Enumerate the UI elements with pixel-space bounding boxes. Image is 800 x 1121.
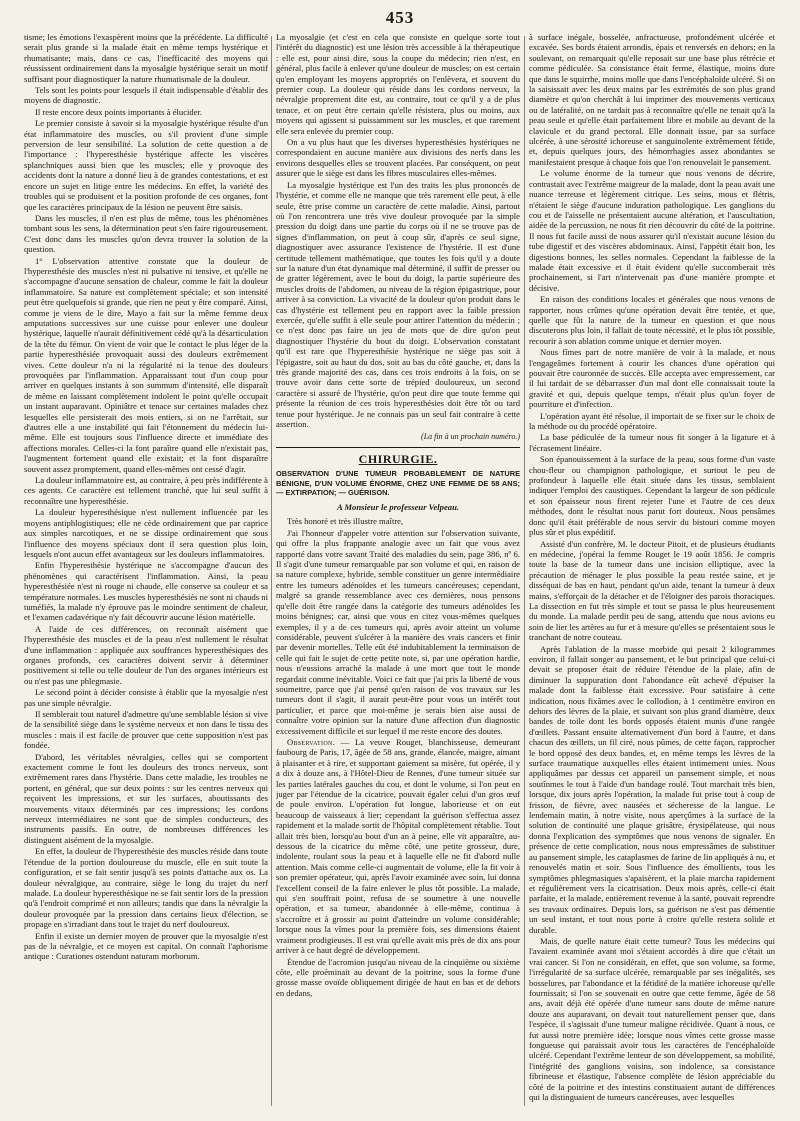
- column-right: [529, 32, 775, 1112]
- observation-lead: Observation.: [287, 736, 336, 747]
- page-number: 453: [385, 8, 415, 27]
- paragraph: J'ai l'honneur d'appeler votre attention sur l'observation suivante, qui offre la plus frappante analogie avec un fait que vous avez rapporté dans votre savant Traité des maladies du sein, page 386, nº 6. Il s'agit d'une tumeur remarquable par son volume et qui, en raison de sa nature complexe, hybride, semble constituer un genre intermédiaire entre les tumeurs adénoïdes et les tumeurs cancéreuses; cependant, malgré sa grande ressemblance avec ces dernières, nous pensons qu'elle doit être rangée dans la catégorie des tumeurs adénoïdes les moins bénignes; car, ainsi que vous en citez vous-mêmes quelques exemples, il y a de ces tumeurs qui, après avoir atteint un volume considérable, peuvent s'ulcérer à la manière des vrais cancers et finir par devenir mortelles. Telle eût été indubitablement la terminaison de celle qui fait le sujet de cette petite note, si, par une opération hardie, nous n'eussions arraché la malade à une mort que tout le monde regardait comme inévitable. Voici ce fait que j'ai pris la liberté de vous soumettre, parce que j'ai pensé qu'en raison de vos travaux sur les tumeurs dont il s'agit, il aurait peut-être pour vous un intérêt tout particulier, et parce que moi-même je serais bien aise aussi de connaître votre opinion sur la nature d'une affection d'un diagnostic excessivement difficile et sur lequel il me reste encore des doutes.: [276, 527, 520, 736]
- paragraph: A l'aide de ces différences, on reconnaît aisément que l'hyperesthésie des muscles et de la peau n'est nullement le résultat d'une inflammation : appliquée aux souffrances hyperesthésiques des organes profonds, ces caractères doivent servir à déterminer positivement si telle ou telle douleur de l'un des organes intérieurs est ou n'est pas une phlegmasie.: [24, 623, 268, 686]
- article-title: OBSERVATION D'UNE TUMEUR PROBABLEMENT DE NATURE BÉNIGNE, D'UN VOLUME ÉNORME, CHEZ UNE FEMME DE 58 ANS; — EXTIRPATION; — GUÉRISON.: [276, 469, 520, 498]
- paragraph: En effet, la douleur de l'hyperesthésie des muscles réside dans toute l'étendue de la portion douloureuse du muscle, elle en suit toute la configuration, et se fait sentir jusqu'à ses points d'attache aux os. La douleur névralgique, au contraire, siège le long du trajet du nerf malade. La douleur hyperesthésique ne se fait sentir lors de la pression qu'à l'endroit comprimé et non ailleurs; tandis que dans la névralgie la douleur provoquée par la pression dans certains lieux d'élection, se propage en s'irradiant dans tout le trajet du nerf douloureux.: [24, 846, 268, 930]
- paragraph: La myosalgie (et c'est en cela que consiste en quelque sorte tout l'intérêt du diagnostic) est une lésion très accessible à la thérapeutique : elle est, pour ainsi dire, sous la coupe du médecin; rien n'est, en général, plus facile à enlever qu'une douleur de muscles; on est certain qu'en employant les moyens appropriés on l'enlèvera, et souvent du premier coup. La douleur qui réside dans les cordons nerveux, la névralgie proprement dite est, au contraire, tout ce qu'il y a de plus tenace, et on peut être certain qu'elle résistera, plus ou moins, aux moyens qui agissent si puissamment sur les muscles, et que rarement elle sera enlevée du premier coup.: [276, 32, 520, 136]
- paragraph: La douleur hyperesthésique n'est nullement influencée par les moyens antiphlogistiques; elle ne cède ordinairement que par caprice aux simples narcotiques, et ne se dissipe ordinairement que sous l'influence des moyens spéciaux dont il sera question plus loin, lesquels n'ont aucun effet avantageux sur les douleurs inflammatoires.: [24, 507, 268, 559]
- addressee: A Monsieur le professeur Velpeau.: [337, 502, 459, 513]
- paragraph: Enfin il existe un dernier moyen de prouver que la myosalgie n'est pas de la névralgie, et ce moyen est capital. On connaît l'aphorisme antique : Curationes ostendunt naturam morborum.: [24, 930, 268, 962]
- paragraph: On a vu plus haut que les diverses hyperesthésies hystériques ne correspondaient en aucune manière aux divisions des nerfs dans les environs desquelles elles se trouvent placées. Par conséquent, on peut assurer que le siège est dans les fibres musculaires elles-mêmes.: [276, 137, 520, 179]
- salutation: Très honoré et très illustre maître,: [287, 516, 404, 527]
- paragraph: La myosalgie hystérique est l'un des traits les plus prononcés de l'hystérie, et comme elle ne manque que très rarement elle peut, à elle seule, être prise comme un caractère de cette maladie. Ainsi, partout où l'on rencontrera une très vive douleur provoquée par la simple pression du doigt dans une partie du corps où il ne se trouve pas de signes d'inflammation, on peut à coup sûr, d'après ce seul signe, diagnostiquer avec assurance l'existence de l'hystérie. Il est d'une certitude tellement mathématique, que toutes les fois qu'il y a doute sur la nature d'un état dynamique mal déterminé, il suffit de presser ou de gratter légèrement, avec le bout du doigt, la partie supérieure des muscles droits de l'abdomen, au niveau de la région épigastrique, pour arriver à sa conviction. La vivacité de la douleur qu'on produit dans le cas d'hystérie est tellement peu en rapport avec la faible pression exercée, qu'elle suffit à elle seule pour attirer l'attention du médecin ; ce n'est donc pas faire un jeu de mots que de dire qu'on peut diagnostiquer l'hystérie du bout du doigt. L'observation constatant qu'il est rare que l'hyperesthésie hystérique ne siège pas soit à l'épigastre, soit au haut du dos, soit au bas du côté gauche, et, dans la très grande majorité des cas, dans ces trois endroits à la fois, on se trouve avoir dans cette sorte de trépied douloureux, un second caractère si assuré de l'hystérie, qu'on peut dire que toute femme qui présente la réunion de ces trois hyperesthésies doit être tôt ou tard tenue pour hystérique. Je ne connais pas un seul fait contraire à cette assertion.: [276, 179, 520, 430]
- paragraph: Le premier consiste à savoir si la myosalgie hystérique résulte d'un état inflammatoire des muscles, ou s'il provient d'une simple perversion de leur sensibilité. La solution de cette question a de l'importance : l'hyperesthésie hystérique affecte les viscères splanchniques aussi bien que les muscles; elle y provoque des accidents dont la nature a donné lieu à de grandes contestations, et est encore un sujet en litige entre les médecins. En effet, la variété des troubles qui se produisent et la position profonde de ces organes, font que les caractères principaux de la lésion ne peuvent être saisis.: [24, 118, 268, 212]
- paragraph: L'opération ayant été résolue, il importait de se fixer sur le choix de la méthode ou du procédé opératoire.: [529, 410, 775, 432]
- paragraph: Étendue de l'acromion jusqu'au niveau de la cinquième ou sixième côte, elle proéminait au devant de la poitrine, sous la forme d'une grosse masse ovoïde obliquement dirigée de haut en bas et de dehors en dedans,: [276, 956, 520, 998]
- paragraph: Assisté d'un confrère, M. le docteur Pitoit, et de plusieurs étudiants en médecine, j'opérai la femme Rouget le 19 août 1856. Je compris toute la base de la tumeur dans une incision elliptique, avec la précaution de ménager le plus possible la peau restée saine, et je disséquai de bas en haut, pendant qu'un aide, tenant la tumeur à deux mains, s'efforçait de la détacher et de l'éloigner des parois thoraciques. La dissection en fut très simple et tout se passa le plus heureusement du monde. La malade perdit peu de sang, attendu que nous avions eu soin de lier les artères au fur et à mesure qu'elles se présentaient sous le tranchant de notre couteau.: [529, 538, 775, 643]
- observation-text: — La veuve Rouget, blanchisseuse, demeurant faubourg de Paris, 17, âgée de 58 ans, grande, élancée, maigre, aimant à plaisanter et à rire, et supportant gaiement sa misère, fut opérée, il y a dix à douze ans, à l'Hôtel-Dieu de Rennes, d'une tumeur située sur les parties latérales gauches du cou, et dont le volume, si l'on peut en juger par l'étendue de la cicatrice, pouvait égaler celui d'un gros œuf de poule environ. L'opération fut longue, laborieuse et on eut beaucoup de vaisseaux à lier; cependant la guérison s'effectua assez rapidement et la malade sortit de l'hôpital complètement rétablie. Tout allait très bien, lorsqu'au bout d'un an à peine, elle vit apparaître, au-dessous de la cicatrice du même côté, une petite grosseur, dure, indolente, roulant sous la peau et à laquelle elle ne fit d'abord nulle attention. Mais comme celle-ci augmentait de volume, elle la fit voir à son premier opérateur, qui, après l'avoir examinée avec soin, lui donna l'excellent conseil de la faire enlever le plus tôt possible. La malade, qui s'en souffrait point, refusa de se soumettre à une nouvelle opération, et sa tumeur, abandonnée à elle-même, continua à s'accroître et à grossir au point d'atteindre un volume considérable; lorsque nous la vîmes pour la première fois, ses dimensions étaient vraiment prodigieuses. Il est vrai qu'elle avait mis près de dix ans pour arriver à ce haut degré de développement.: [276, 736, 520, 956]
- continuation-note: (La fin à un prochain numéro.): [421, 432, 520, 442]
- paragraph: 1° L'observation attentive constate que la douleur de l'hyperesthésie des muscles n'est ni pulsative ni tensive, et qu'elle ne s'accompagne d'aucune sensation de chaleur, comme le fait la douleur inflammatoire. Sa nature est complètement spéciale; et son intensité peut être quelquefois si grande, que rien ne peut y être comparé. Ainsi, comme je viens de le dire, Mayo a fait sur la même femme deux amputations successives sur une cuisse pour enlever une douleur hystérique, laquelle n'aurait définitivement cédé qu'à la désarticulation de la tête du fémur. On vient de voir que le contact le plus léger de la partie hyperesthésiée provoquait aussi des douleurs extrêmement vives. Cette douleur n'a ni la régularité ni la tenue des douleurs provoquées par l'inflammation. Apparaissant tout d'un coup pour arriver en quelques instants à son summum d'intensité, elle disparaît de même en laissant complètement indolent le point qu'elle occupait un instant auparavant. Opiniâtre et tenace sur certaines malades chez lesquelles elle persisterait des mois entiers, si on ne l'arrêtait, sur d'autres elle a une instabilité qui fait l'étonnement du médecin lui-même. Elle est toujours sous l'influence directe et immédiate des affections morales. Celles-ci la font paraître quand elle n'existait pas, l'augmentent fortement quand elle existait; et la font disparaître souvent assez promptement, quand elles-mêmes ont cessé d'agir.: [24, 255, 268, 474]
- paragraph: Tels sont les points pour lesquels il était indispensable d'établir des moyens de diagnostic.: [24, 85, 268, 106]
- section-rule: [276, 447, 520, 448]
- paragraph: Son épanouissement à la surface de la peau, sous forme d'un vaste chou-fleur ou champignon pathologique, et surtout le peu de profondeur à laquelle elle était située dans les tissus, semblaient indiquer l'emploi des caustiques. Cependant la largeur de son pédicule et son épaisseur nous firent rejeter l'une et l'autre de ces deux méthodes, dont le résultat nous parut fort douteux. Nous pensâmes donc qu'il était préférable de nous servir du bistouri comme moyen plus sûr et plus expéditif.: [529, 454, 775, 538]
- column-left: [24, 32, 268, 1112]
- paragraph: Le second point à décider consiste à établir que la myosalgie n'est pas une simple névralgie.: [24, 687, 268, 708]
- paragraph: Le volume énorme de la tumeur que nous venons de décrire, contrastait avec l'extrême maigreur de la malade, dont la peau avait une nuance terreuse et légèrement citrique. Les seins, mous et flétris, n'étaient le siège d'aucune induration pathologique. Les ganglions du cou et de l'aisselle ne présentaient aucune altération, et l'auscultation, aidée de la percussion, ne nous fit rien découvrir du côté de la poitrine. Il nous fut facile aussi de nous assurer qu'il n'existait aucune lésion du tube digestif et des viscères abdominaux. Ainsi, l'appétit était bon, les digestions bonnes, les selles normales. Cependant la faiblesse de la malade était excessive et il était évident qu'elle succomberait très prochainement, si l'art n'intervenait pas d'une manière prompte et décisive.: [529, 168, 775, 293]
- paragraph: [276, 737, 520, 956]
- section-title: CHIRURGIE.: [358, 451, 438, 466]
- column-divider-left: [271, 36, 272, 1106]
- paragraph: tisme; les émotions l'exaspèrent moins que la précédente. La difficulté serait plus grande si la malade était en même temps hystérique et rhumatisante; mais, dans ce cas, l'inefficacité des moyens qui réussissent ordinairement dans la myosalgie hystérique serait un motif suffisant pour diagnostiquer la nature rhumatismale de la douleur.: [24, 32, 268, 84]
- paragraph: à surface inégale, bosselée, anfractueuse, profondément ulcérée et excavée. Ses bords étaient arrondis, épais et renversés en dehors; en la soulevant, on remarquait qu'elle reposait sur une base plus rétrécie et comme pédiculée. Sa consistance était ferme, élastique, moins dure que dans le squirrhe, moins molle que dans l'encéphaloïde ulcéré. Si on la saisissait avec les deux mains par les extrémités de son plus grand diamètre et qu'on cherchât à lui imprimer des mouvements verticaux ou de latéralité, on ne tardait pas à reconnaître qu'elle ne tenait qu'à la peau seule et qu'elle était parfaitement libre et mobile au devant de la clavicule et du grand pectoral. Elle donnait issue, par sa surface ulcérée, à une sérosité ichoreuse et sanguinolente extrêmement fétide, et, depuis quelques jours, des hémorrhagies assez abondantes se manifestaient presque à chaque fois que l'on renouvelait le pansement.: [529, 32, 775, 167]
- paragraph: Après l'ablation de la masse morbide qui pesait 2 kilogrammes environ, il fallait songer au pansement, et le but principal que celui-ci devait se proposer était de réduire l'étendue de la plaie, afin de diminuer la suppuration dont l'abondance eût achevé d'épuiser la malade dont la faiblesse était excessive. Pour satisfaire à cette indication, nous fixâmes avec le collodion, à 1 centimètre environ en dehors des lèvres de la plaie, et suivant son plus grand diamètre, deux bandes de toile dont les bords opposés étaient munis d'une rangée d'œillets. Passant ensuite alternativement d'un bord à l'autre, et dans chacun des œillets, un fil ciré, nous pûmes, de cette façon, rapprocher le bord opposé des deux bandes, et, en même temps les lèvres de la surface traumatique auxquelles elles étaient intimement unies. Nous appliquâmes par dessus cet appareil un pansement simple, et nous soutînmes le tout à l'aide d'un bandage roulé. Tout marchait très bien, lorsque, dix jours après l'opération, la malade fut prise tout à coup de frisson, de fièvre, avec nausées et sécheresse de la langue. Le lendemain matin, à notre visite, nous aperçûmes à la surface de la solution de continuité une plaque grisâtre, érysipélateuse, qui nous donna l'explication des symptômes que nous venons de signaler. En présence de cette complication, nous nous empressâmes de substituer au pansement simple, les cataplasmes de farine de lin appliqués à nu, et renouvelés matin et soir. Sous l'influence des émollients, tous les symptômes phlegmasiques s'apaisèrent, et la plaie marcha rapidement et régulièrement vers la cicatrisation. Deux mois après, celle-ci était parfaite, et la malade, entièrement revenue à la santé, pouvait reprendre ses travaux ordinaires. Depuis lors, sa guérison ne s'est pas démentie un seul instant, et tout nous porte à croire qu'elle restera solide et durable.: [529, 643, 775, 935]
- paragraph: Il reste encore deux points importants à élucider.: [35, 106, 203, 117]
- paragraph: Enfin l'hyperesthésie hystérique ne s'accompagne d'aucun des phénomènes qui caractérisent l'inflammation. Ainsi, la peau hyperesthésiée n'est ni rouge ni chaude, elle conserve sa couleur et sa température normales. Les muscles hyperesthésiés ne sont ni chauds ni tuméfiés, la malade n'y éprouve pas le moindre sentiment de chaleur, et l'examen cadavérique n'y fait découvrir aucune lésion matérielle.: [24, 560, 268, 623]
- column-middle: [276, 32, 520, 1112]
- paragraph: Nous fîmes part de notre manière de voir à la malade, et nous l'engageâmes fortement à courir les chances d'une opération qui pouvait être couronnée de succès. Elle accepta avec empressement, car il lui tardait de se débarrasser d'un mal dont elle connaissait toute la gravité et qui, depuis quelque temps, n'était plus qu'un foyer de pourriture et d'infection.: [529, 347, 775, 410]
- paragraph: Dans les muscles, il n'en est plus de même, tous les phénomènes tombant sous les sens, la détermination peut s'en faire rigoureusement. C'est donc dans les muscles qu'on devra trouver la solution de la question.: [24, 212, 268, 255]
- paragraph: La douleur inflammatoire est, au contraire, à peu près indifférente à ces agents. Ce caractère est tellement tranché, que lui seul suffit à reconnaître une hyperesthésie.: [24, 475, 268, 506]
- paragraph: En raison des conditions locales et générales que nous venons de rapporter, nous crûmes qu'une opération devait être tentée, et que, quelle que fût la nature de la tumeur en question et que nous discuterons plus loin, il fallait de toute nécessité, et le plus tôt possible, recourir à son ablation comme unique et dernier moyen.: [529, 294, 775, 346]
- paragraph: D'abord, les véritables névralgies, celles qui se comportent exactement comme le font les douleurs des troncs nerveux, sont extrêmement rares dans l'hystérie. Dans cette maladie, les troubles ne portent, en général, que sur deux points : sur les centres nerveux qui reçoivent les impressions, et sur les surfaces, aboutissants des mouvements vitaux déterminés par ces impressions; les cordons nerveux intermédiaires ne sont que de simples conducteurs, des instruments passifs. En outre, de nombreuses différences les distinguent aisément de la myosalgie.: [24, 751, 268, 845]
- column-divider-right: [524, 36, 525, 1106]
- paragraph: Il semblerait tout naturel d'admettre qu'une semblable lésion si vive de la sensibilité siège dans le système nerveux et non dans le tissu des muscles : mais il est facile de prouver que cette supposition n'est pas fondée.: [24, 709, 268, 751]
- paragraph: La base pédiculée de la tumeur nous fit songer à la ligature et à l'écrasement linéaire.: [529, 432, 775, 453]
- paragraph: Mais, de quelle nature était cette tumeur? Tous les médecins qui l'avaient examinée avant moi s'étaient accordés à dire que c'était un vrai cancer. Si l'on ne considérait, en effet, que son volume, sa forme, l'irrégularité de sa surface ulcérée, remarquable par ses inégalités, ses bosselures, par l'abondance et la fétidité de la matière ichoreuse qu'elle fournissait; si l'on se souvenait en outre que cette femme, âgée de 58 ans, avait déjà été opérée d'une tumeur sans doute de même nature douze ans auparavant, on devait tout naturellement penser que, dans l'espèce, il s'agissait d'une tumeur maligne récidivée. Quant à nous, ce fut aussi notre première idée; lorsque nous vîmes cette grosse masse fongueuse qui paraissait avoir tous les caractères de l'encéphaloïde ulcéré. Cependant l'extrême lenteur de son développement, sa mobilité, l'intégrité des ganglions voisins, son indolence, sa consistance fibrineuse et élastique, l'absence complète de lésion appréciable du côté de la poitrine et des intestins constituaient autant de différences qui la distinguaient de tumeurs cancéreuses, avec lesquelles: [529, 935, 775, 1103]
